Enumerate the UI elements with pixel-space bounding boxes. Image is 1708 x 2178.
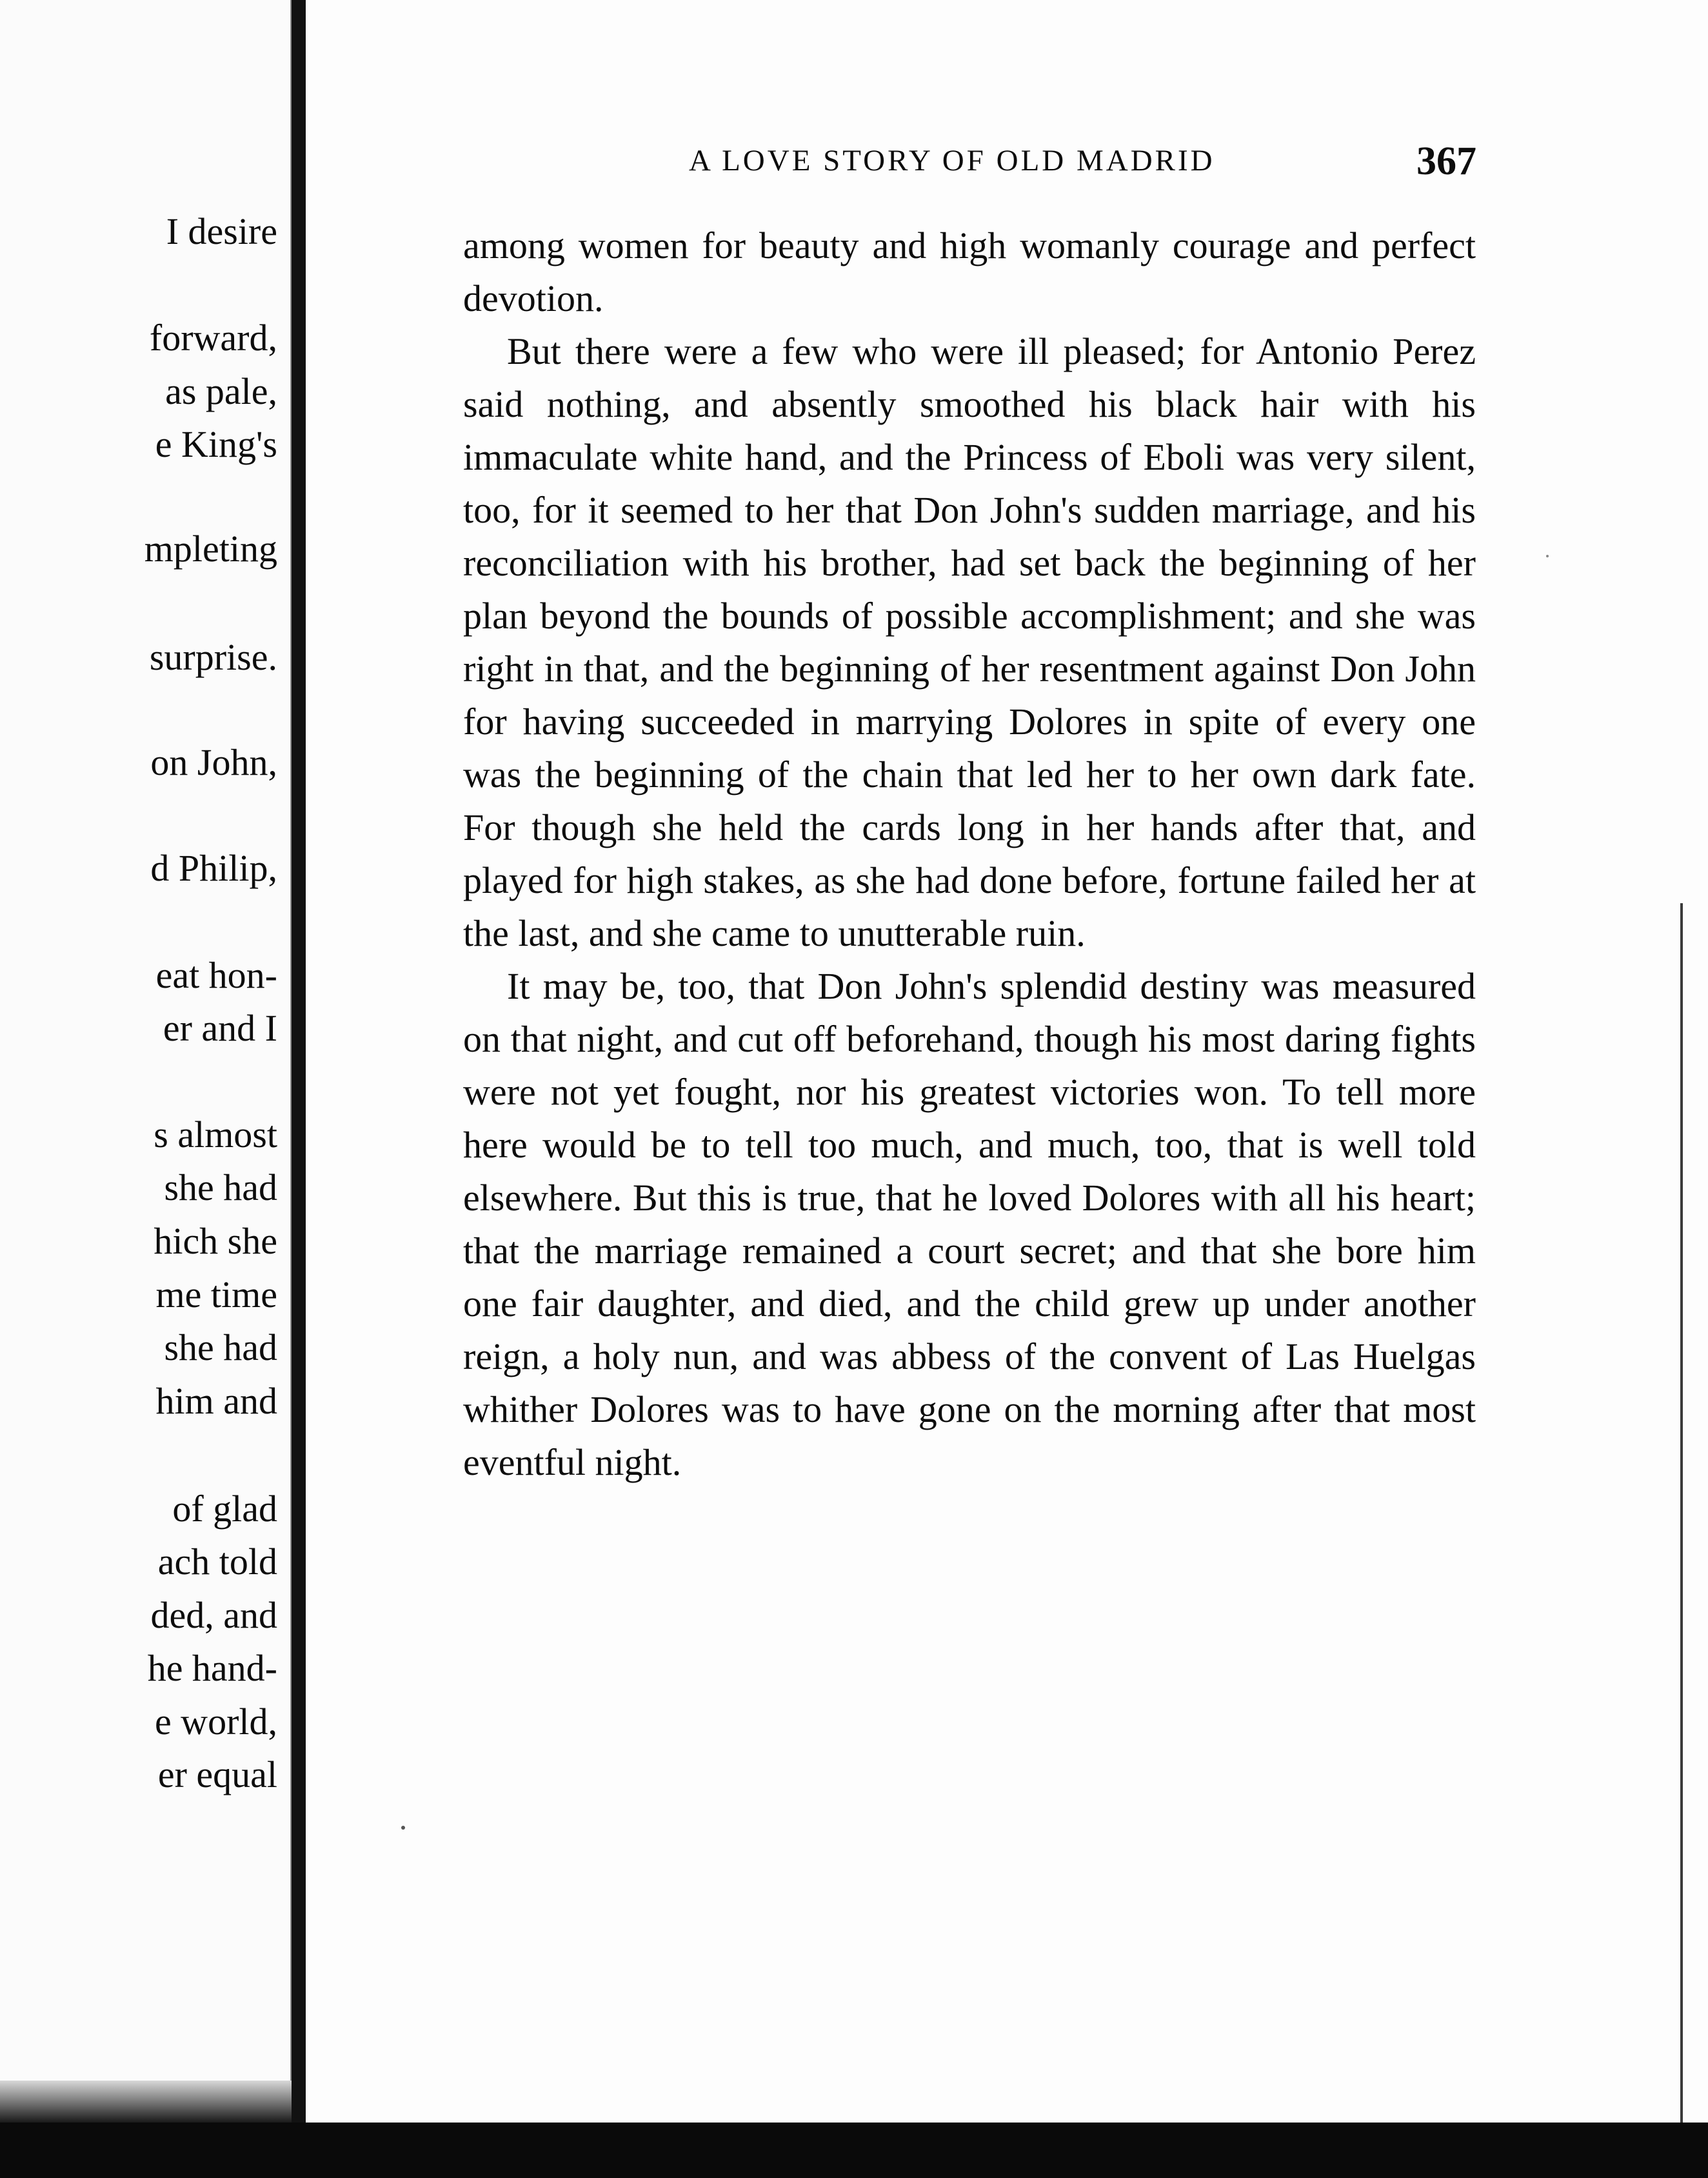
left-line: d Philip,	[150, 847, 277, 889]
left-page-text	[0, 0, 290, 2081]
left-line: er equal	[157, 1753, 277, 1795]
left-page-bottom-edge	[0, 2081, 292, 2123]
left-line: she had	[164, 1166, 277, 1208]
page-number: 367	[1416, 139, 1476, 183]
right-page-edge	[1680, 903, 1683, 2123]
left-line: er and I	[163, 1007, 277, 1049]
scan-bottom-shadow	[0, 2123, 1708, 2178]
left-line: ded, and	[150, 1594, 277, 1636]
left-line: he hand-	[147, 1647, 277, 1689]
left-line: of glad	[172, 1488, 277, 1530]
left-line: I desire	[166, 210, 277, 252]
book-gutter	[292, 0, 306, 2123]
left-line: hich she	[154, 1220, 277, 1262]
left-page	[0, 0, 292, 2081]
print-speck	[401, 1826, 405, 1830]
left-line: me time	[155, 1274, 277, 1315]
left-line: ach told	[157, 1541, 277, 1583]
left-line: mpleting	[144, 528, 277, 570]
left-line: e world,	[154, 1701, 277, 1743]
left-line: surprise.	[149, 636, 277, 678]
paragraph: But there were a few who were ill pleased; for Antonio Perez said nothing, and absently smoothed his black hair with his immaculate white hand, and the Princess of Eboli was very silent, too, for it seemed to her that Don John's sudden marriage, and his reconciliation with his brother, had set back the beginning of her plan beyond the bounds of possible accomplishment; and she was right in that, and the beginning of her resentment against Don John for having succeeded in marrying Dolores in spite of every one was the beginning of the chain that led her to her own dark fate. For though she held the cards long in her hands after that, and played for high stakes, as she had done before, fortune failed her at the last, and she came to unutterable ruin.	[463, 330, 1476, 954]
paragraph: among women for beauty and high womanly courage and perfect devotion.	[463, 225, 1476, 319]
left-line: as pale,	[165, 370, 277, 412]
paragraph: It may be, too, that Don John's splendid destiny was measured on that night, and cut off beforehand, though his most daring fights were not yet fought, nor his greatest victories won. To tell more here would be to tell too much, and much, too, that is well told elsewhere. But this is true, that he loved Dolores with all his heart; that the marriage remained a court secret; and that she bore him one fair daughter, and died, and the child grew up under another reign, a holy nun, and was abbess of the convent of Las Huelgas whither Dolores was to have gone on the morning after that most eventful night.	[463, 965, 1476, 1483]
left-line: on John,	[150, 741, 277, 783]
body-text	[463, 219, 1476, 1489]
left-line: she had	[164, 1326, 277, 1368]
print-speck	[1546, 555, 1549, 557]
left-line: e King's	[155, 423, 277, 465]
left-line: eat hon-	[155, 954, 277, 996]
left-line: him and	[155, 1380, 277, 1422]
left-line: s almost	[154, 1114, 277, 1155]
left-line: forward,	[149, 317, 277, 359]
running-head: A LOVE STORY OF OLD MADRID	[689, 144, 1215, 177]
